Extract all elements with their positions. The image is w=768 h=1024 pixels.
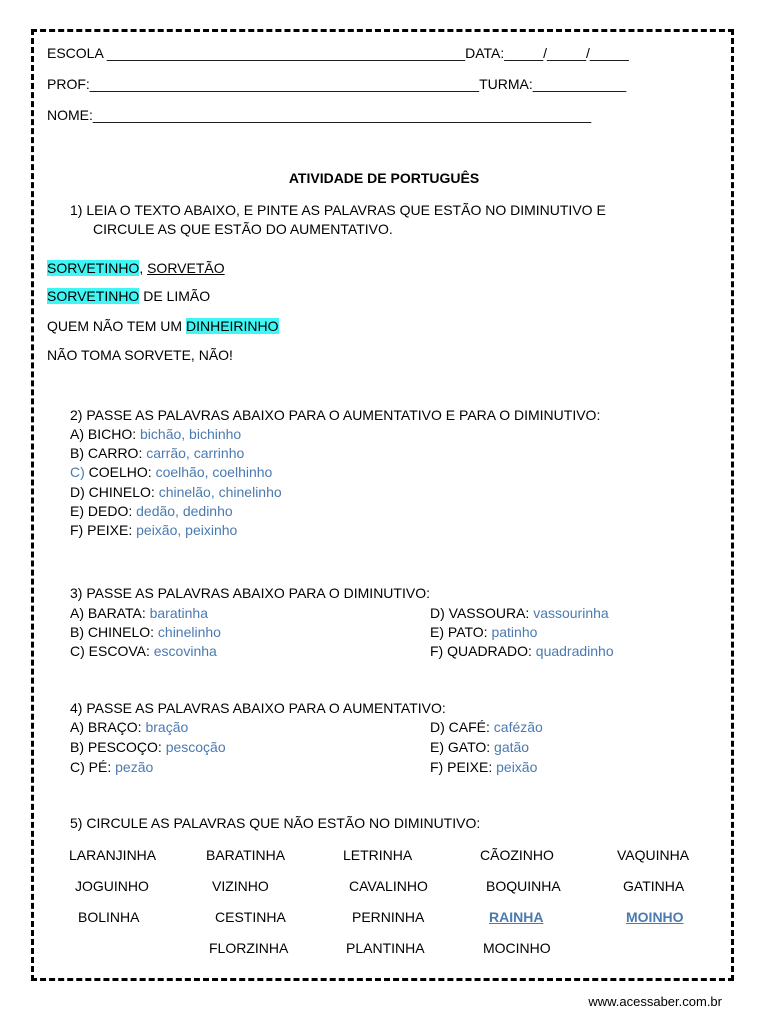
q4-item: A) BRAÇO: bração: [70, 719, 189, 735]
q2-item: C) COELHO: coelhão, coelhinho: [70, 464, 273, 480]
q4-item: D) CAFÉ: cafézão: [430, 719, 543, 735]
q3-item: A) BARATA: baratinha: [70, 605, 208, 621]
highlight-word: SORVETINHO: [47, 288, 140, 304]
q4-item: C) PÉ: pezão: [70, 759, 154, 775]
q3-item: E) PATO: patinho: [430, 624, 538, 640]
highlight-word: SORVETINHO: [47, 260, 140, 276]
header-escola: ESCOLA ______________________________________________DATA:_____/_____/_____: [47, 45, 629, 61]
word-item: VAQUINHA: [617, 847, 690, 863]
poem-line-3: QUEM NÃO TEM UM DINHEIRINHO: [47, 318, 279, 334]
word-item-circled: RAINHA: [489, 909, 544, 925]
q2-item: F) PEIXE: peixão, peixinho: [70, 522, 238, 538]
q4-item: F) PEIXE: peixão: [430, 759, 538, 775]
word-item: PLANTINHA: [346, 940, 425, 956]
word-item: BOQUINHA: [486, 878, 561, 894]
q3-heading: 3) PASSE AS PALAVRAS ABAIXO PARA O DIMINUTIVO:: [70, 585, 430, 601]
q4-heading: 4) PASSE AS PALAVRAS ABAIXO PARA O AUMENTATIVO:: [70, 700, 446, 716]
word-item: VIZINHO: [212, 878, 269, 894]
q2-item: E) DEDO: dedão, dedinho: [70, 503, 233, 519]
q4-item: E) GATO: gatão: [430, 739, 530, 755]
word-item: MOCINHO: [483, 940, 551, 956]
poem-line-1: SORVETINHO, SORVETÃO: [47, 260, 225, 276]
footer-url: www.acessaber.com.br: [588, 994, 722, 1009]
word-item: JOGUINHO: [75, 878, 149, 894]
word-item: BOLINHA: [78, 909, 140, 925]
q2-heading: 2) PASSE AS PALAVRAS ABAIXO PARA O AUMENTATIVO E PARA O DIMINUTIVO:: [70, 407, 601, 423]
q1-line1: 1) LEIA O TEXTO ABAIXO, E PINTE AS PALAVRAS QUE ESTÃO NO DIMINUTIVO E: [70, 202, 606, 218]
header-nome: NOME:________________________________________________________________: [47, 107, 592, 123]
underlined-word: SORVETÃO: [147, 260, 225, 276]
q4-item: B) PESCOÇO: pescoção: [70, 739, 226, 755]
word-item: GATINHA: [623, 878, 685, 894]
word-item: CÃOZINHO: [480, 847, 554, 863]
poem-line-2: SORVETINHO DE LIMÃO: [47, 288, 211, 304]
word-item: BARATINHA: [206, 847, 286, 863]
q3-item: B) CHINELO: chinelinho: [70, 624, 221, 640]
q3-item: C) ESCOVA: escovinha: [70, 643, 217, 659]
word-item: LETRINHA: [343, 847, 413, 863]
word-item: CESTINHA: [215, 909, 286, 925]
q2-item: B) CARRO: carrão, carrinho: [70, 445, 245, 461]
word-item: LARANJINHA: [69, 847, 157, 863]
q3-item: D) VASSOURA: vassourinha: [430, 605, 609, 621]
q1-line2: CIRCULE AS QUE ESTÃO DO AUMENTATIVO.: [93, 221, 393, 237]
header-prof: PROF:__________________________________________________TURMA:____________: [47, 76, 627, 92]
q3-item: F) QUADRADO: quadradinho: [430, 643, 614, 659]
q2-item: D) CHINELO: chinelão, chinelinho: [70, 484, 282, 500]
word-item: FLORZINHA: [209, 940, 289, 956]
word-item: CAVALINHO: [349, 878, 428, 894]
poem-line-4: NÃO TOMA SORVETE, NÃO!: [47, 347, 233, 363]
word-item: PERNINHA: [352, 909, 425, 925]
page-title: ATIVIDADE DE PORTUGUÊS: [288, 170, 480, 186]
highlight-word: DINHEIRINHO: [185, 318, 279, 334]
q5-heading: 5) CIRCULE AS PALAVRAS QUE NÃO ESTÃO NO DIMINUTIVO:: [70, 815, 481, 831]
q2-item: A) BICHO: bichão, bichinho: [70, 426, 242, 442]
word-item-circled: MOINHO: [626, 909, 684, 925]
